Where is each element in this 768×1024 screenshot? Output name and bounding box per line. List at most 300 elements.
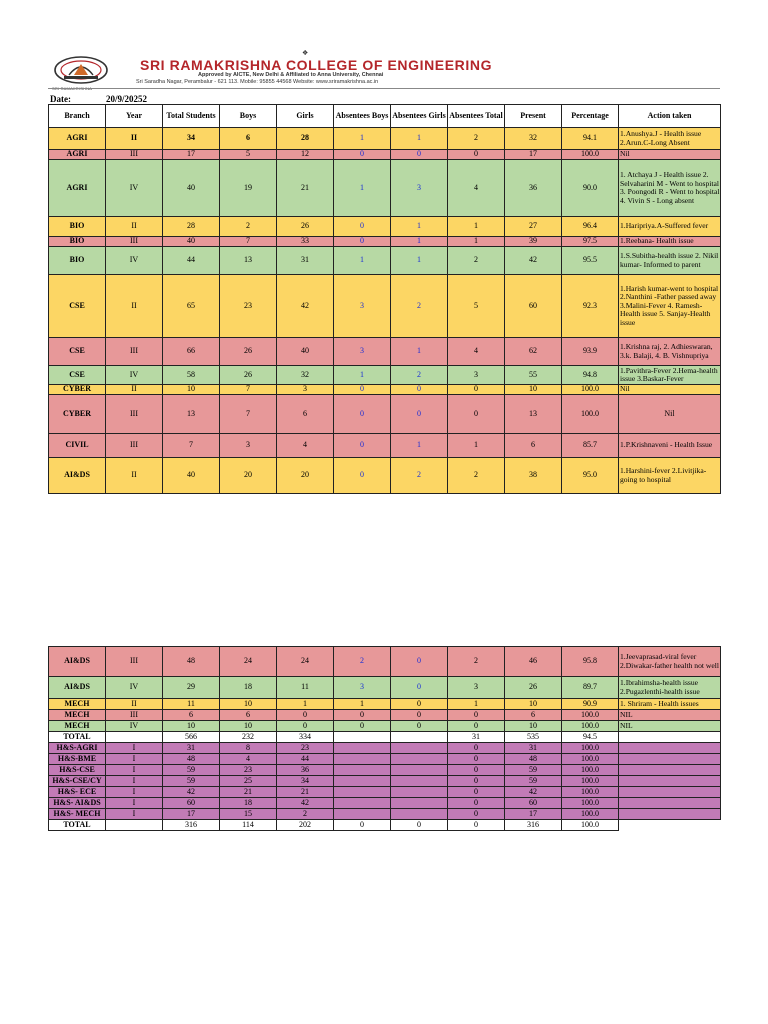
table-row: [49, 237, 721, 247]
absentees-total-cell: 0: [448, 809, 505, 820]
present-cell: 32: [505, 128, 562, 150]
table-row: [49, 776, 721, 787]
total-students-cell: 34: [163, 128, 220, 150]
boys-cell: 19: [220, 160, 277, 217]
col-header: Branch: [49, 105, 106, 128]
total-students-cell: 58: [163, 366, 220, 385]
action-taken-cell: 1.P.Krishnaveni - Health Issue: [619, 434, 721, 458]
present-cell: 48: [505, 754, 562, 765]
absentees-boys-cell: [334, 809, 391, 820]
absentees-girls-cell: 1: [391, 247, 448, 275]
action-taken-cell: [619, 820, 721, 831]
absentees-total-cell: 0: [448, 743, 505, 754]
table-body: [49, 128, 721, 494]
branch-cell: H&S- AI&DS: [49, 798, 106, 809]
total-students-cell: 17: [163, 150, 220, 160]
total-students-cell: 10: [163, 385, 220, 395]
action-taken-cell: [619, 754, 721, 765]
branch-cell: CSE: [49, 275, 106, 338]
boys-cell: 114: [220, 820, 277, 831]
table-row: [49, 385, 721, 395]
absentees-total-cell: 2: [448, 458, 505, 494]
year-cell: III: [106, 647, 163, 677]
boys-cell: 25: [220, 776, 277, 787]
action-taken-cell: [619, 787, 721, 798]
table-row: [49, 366, 721, 385]
absentees-girls-cell: [391, 754, 448, 765]
present-cell: 13: [505, 395, 562, 434]
action-taken-cell: [619, 765, 721, 776]
percentage-cell: 93.9: [562, 338, 619, 366]
year-cell: [106, 820, 163, 831]
branch-cell: BIO: [49, 217, 106, 237]
action-taken-cell: 1.Reebana- Health issue: [619, 237, 721, 247]
boys-cell: 23: [220, 275, 277, 338]
table-row: [49, 395, 721, 434]
college-header: [48, 48, 720, 94]
absentees-boys-cell: [334, 776, 391, 787]
branch-cell: AGRI: [49, 160, 106, 217]
action-taken-cell: 1.Ibrahimsha-health issue 2.Pugazlenthi-health issue: [619, 677, 721, 699]
table-row: [49, 820, 721, 831]
girls-cell: 34: [277, 776, 334, 787]
absentees-boys-cell: 1: [334, 699, 391, 710]
boys-cell: 26: [220, 338, 277, 366]
absentees-boys-cell: [334, 765, 391, 776]
branch-cell: AI&DS: [49, 647, 106, 677]
girls-cell: 44: [277, 754, 334, 765]
absentees-boys-cell: 1: [334, 366, 391, 385]
girls-cell: 2: [277, 809, 334, 820]
present-cell: 6: [505, 434, 562, 458]
absentees-girls-cell: 0: [391, 820, 448, 831]
action-taken-cell: NIL: [619, 710, 721, 721]
absentees-boys-cell: 0: [334, 237, 391, 247]
absentees-total-cell: 0: [448, 395, 505, 434]
girls-cell: 28: [277, 128, 334, 150]
absentees-girls-cell: [391, 787, 448, 798]
percentage-cell: 100.0: [562, 385, 619, 395]
branch-cell: BIO: [49, 237, 106, 247]
absentees-total-cell: 1: [448, 699, 505, 710]
table-body-2: [49, 647, 721, 831]
girls-cell: 26: [277, 217, 334, 237]
table-row: [49, 732, 721, 743]
branch-cell: H&S- ECE: [49, 787, 106, 798]
absentees-total-cell: 0: [448, 754, 505, 765]
year-cell: III: [106, 434, 163, 458]
total-students-cell: 65: [163, 275, 220, 338]
year-cell: II: [106, 217, 163, 237]
branch-cell: BIO: [49, 247, 106, 275]
year-cell: I: [106, 776, 163, 787]
girls-cell: 32: [277, 366, 334, 385]
branch-cell: CSE: [49, 338, 106, 366]
girls-cell: 12: [277, 150, 334, 160]
absentees-total-cell: 31: [448, 732, 505, 743]
year-cell: IV: [106, 677, 163, 699]
girls-cell: 42: [277, 275, 334, 338]
total-students-cell: 29: [163, 677, 220, 699]
branch-cell: AGRI: [49, 150, 106, 160]
absentees-total-cell: 0: [448, 787, 505, 798]
total-students-cell: 10: [163, 721, 220, 732]
absentees-total-cell: 0: [448, 710, 505, 721]
absentees-girls-cell: 0: [391, 385, 448, 395]
year-cell: II: [106, 458, 163, 494]
total-students-cell: 59: [163, 765, 220, 776]
absentees-total-cell: 2: [448, 128, 505, 150]
absentees-total-cell: 1: [448, 217, 505, 237]
absentees-total-cell: 0: [448, 765, 505, 776]
absentees-total-cell: 0: [448, 776, 505, 787]
percentage-cell: 100.0: [562, 710, 619, 721]
absentees-boys-cell: 3: [334, 275, 391, 338]
total-students-cell: 566: [163, 732, 220, 743]
present-cell: 59: [505, 776, 562, 787]
absentees-total-cell: 4: [448, 338, 505, 366]
girls-cell: 334: [277, 732, 334, 743]
table-row: [49, 247, 721, 275]
absentees-total-cell: 3: [448, 677, 505, 699]
boys-cell: 232: [220, 732, 277, 743]
girls-cell: 31: [277, 247, 334, 275]
year-cell: I: [106, 798, 163, 809]
absentees-girls-cell: 0: [391, 677, 448, 699]
table-row: [49, 765, 721, 776]
boys-cell: 24: [220, 647, 277, 677]
boys-cell: 20: [220, 458, 277, 494]
total-students-cell: 40: [163, 458, 220, 494]
present-cell: 31: [505, 743, 562, 754]
absentees-total-cell: 0: [448, 385, 505, 395]
year-cell: I: [106, 743, 163, 754]
girls-cell: 21: [277, 160, 334, 217]
percentage-cell: 94.5: [562, 732, 619, 743]
total-students-cell: 28: [163, 217, 220, 237]
girls-cell: 202: [277, 820, 334, 831]
table-row: [49, 434, 721, 458]
table-row: [49, 787, 721, 798]
action-taken-cell: [619, 776, 721, 787]
branch-cell: CIVIL: [49, 434, 106, 458]
total-students-cell: 66: [163, 338, 220, 366]
boys-cell: 21: [220, 787, 277, 798]
absentees-boys-cell: 0: [334, 434, 391, 458]
attendance-table: [48, 104, 721, 494]
col-header: Boys: [220, 105, 277, 128]
total-students-cell: 48: [163, 754, 220, 765]
absentees-total-cell: 1: [448, 237, 505, 247]
absentees-boys-cell: 0: [334, 820, 391, 831]
year-cell: III: [106, 338, 163, 366]
total-students-cell: 31: [163, 743, 220, 754]
present-cell: 60: [505, 275, 562, 338]
action-taken-cell: [619, 732, 721, 743]
absentees-girls-cell: 0: [391, 395, 448, 434]
present-cell: 42: [505, 787, 562, 798]
year-cell: I: [106, 787, 163, 798]
percentage-cell: 100.0: [562, 809, 619, 820]
absentees-boys-cell: [334, 743, 391, 754]
absentees-total-cell: 0: [448, 150, 505, 160]
boys-cell: 6: [220, 710, 277, 721]
table-header-row: [49, 105, 721, 128]
year-cell: III: [106, 710, 163, 721]
absentees-total-cell: 5: [448, 275, 505, 338]
date-label: Date:: [50, 94, 71, 104]
branch-cell: H&S- MECH: [49, 809, 106, 820]
boys-cell: 7: [220, 237, 277, 247]
absentees-girls-cell: 1: [391, 217, 448, 237]
branch-cell: TOTAL: [49, 732, 106, 743]
year-cell: I: [106, 765, 163, 776]
table-row: [49, 754, 721, 765]
present-cell: 38: [505, 458, 562, 494]
absentees-girls-cell: [391, 798, 448, 809]
girls-cell: 6: [277, 395, 334, 434]
present-cell: 17: [505, 809, 562, 820]
total-students-cell: 59: [163, 776, 220, 787]
absentees-girls-cell: 0: [391, 710, 448, 721]
absentees-girls-cell: 0: [391, 150, 448, 160]
header-rule: [48, 88, 720, 89]
total-students-cell: 42: [163, 787, 220, 798]
col-header: Girls: [277, 105, 334, 128]
absentees-girls-cell: 0: [391, 699, 448, 710]
action-taken-cell: 1. Atchaya J - Health issue 2. Selvaharini M - Went to hospital 3. Poongodi R - Went to hospital 4. Vivin S - Long absent: [619, 160, 721, 217]
absentees-girls-cell: [391, 776, 448, 787]
absentees-girls-cell: 2: [391, 275, 448, 338]
action-taken-cell: 1.Harshini-fever 2.Livitjika-going to hospital: [619, 458, 721, 494]
col-header: Absentees Girls: [391, 105, 448, 128]
girls-cell: 36: [277, 765, 334, 776]
absentees-boys-cell: 1: [334, 128, 391, 150]
col-header: Action taken: [619, 105, 721, 128]
absentees-total-cell: 2: [448, 247, 505, 275]
table-row: [49, 721, 721, 732]
total-students-cell: 40: [163, 237, 220, 247]
girls-cell: 33: [277, 237, 334, 247]
boys-cell: 5: [220, 150, 277, 160]
absentees-boys-cell: [334, 798, 391, 809]
girls-cell: 1: [277, 699, 334, 710]
total-students-cell: 60: [163, 798, 220, 809]
table-row: [49, 699, 721, 710]
present-cell: 39: [505, 237, 562, 247]
present-cell: 59: [505, 765, 562, 776]
table-row: [49, 458, 721, 494]
action-taken-cell: [619, 743, 721, 754]
absentees-total-cell: 3: [448, 366, 505, 385]
absentees-girls-cell: 2: [391, 458, 448, 494]
boys-cell: 10: [220, 721, 277, 732]
absentees-boys-cell: [334, 754, 391, 765]
absentees-girls-cell: [391, 743, 448, 754]
year-cell: II: [106, 275, 163, 338]
table-row: [49, 338, 721, 366]
boys-cell: 7: [220, 395, 277, 434]
table-row: [49, 150, 721, 160]
table-row: [49, 128, 721, 150]
action-taken-cell: 1.Krishna raj, 2. Adhieswaran, 3.k. Balaji, 4. B. Vishnupriya: [619, 338, 721, 366]
percentage-cell: 100.0: [562, 721, 619, 732]
table-row: [49, 677, 721, 699]
present-cell: 42: [505, 247, 562, 275]
action-taken-cell: Nil: [619, 395, 721, 434]
absentees-boys-cell: 3: [334, 338, 391, 366]
branch-cell: AI&DS: [49, 677, 106, 699]
year-cell: II: [106, 385, 163, 395]
absentees-total-cell: 2: [448, 647, 505, 677]
percentage-cell: 95.8: [562, 647, 619, 677]
absentees-boys-cell: 0: [334, 150, 391, 160]
date-line: [48, 94, 720, 104]
branch-cell: H&S-CSE: [49, 765, 106, 776]
table-row: [49, 710, 721, 721]
percentage-cell: 100.0: [562, 150, 619, 160]
branch-cell: H&S-BME: [49, 754, 106, 765]
percentage-cell: 95.0: [562, 458, 619, 494]
absentees-boys-cell: 0: [334, 385, 391, 395]
present-cell: 46: [505, 647, 562, 677]
percentage-cell: 94.1: [562, 128, 619, 150]
college-name: SRI RAMAKRISHNA COLLEGE OF ENGINEERING: [140, 57, 493, 73]
present-cell: 27: [505, 217, 562, 237]
branch-cell: CYBER: [49, 385, 106, 395]
col-header: Total Students: [163, 105, 220, 128]
absentees-boys-cell: [334, 787, 391, 798]
percentage-cell: 100.0: [562, 395, 619, 434]
year-cell: III: [106, 150, 163, 160]
action-taken-cell: [619, 809, 721, 820]
absentees-total-cell: 0: [448, 798, 505, 809]
year-cell: I: [106, 754, 163, 765]
girls-cell: 42: [277, 798, 334, 809]
absentees-girls-cell: 2: [391, 366, 448, 385]
percentage-cell: 90.0: [562, 160, 619, 217]
boys-cell: 18: [220, 798, 277, 809]
branch-cell: AI&DS: [49, 458, 106, 494]
percentage-cell: 95.5: [562, 247, 619, 275]
absentees-girls-cell: 1: [391, 128, 448, 150]
boys-cell: 4: [220, 754, 277, 765]
action-taken-cell: NIL: [619, 721, 721, 732]
percentage-cell: 85.7: [562, 434, 619, 458]
col-header: Percentage: [562, 105, 619, 128]
table-row: [49, 809, 721, 820]
table-row: [49, 798, 721, 809]
action-taken-cell: Nil: [619, 385, 721, 395]
action-taken-cell: 1.Haripriya.A-Suffered fever: [619, 217, 721, 237]
absentees-girls-cell: [391, 732, 448, 743]
absentees-boys-cell: 3: [334, 677, 391, 699]
total-students-cell: 7: [163, 434, 220, 458]
year-cell: IV: [106, 721, 163, 732]
year-cell: III: [106, 395, 163, 434]
branch-cell: TOTAL: [49, 820, 106, 831]
absentees-boys-cell: 0: [334, 395, 391, 434]
year-cell: II: [106, 699, 163, 710]
action-taken-cell: 1.Anushya.J - Health issue 2.Arun.C-Long Absent: [619, 128, 721, 150]
date-value: 20/9/20252: [106, 94, 148, 104]
branch-cell: H&S-AGRI: [49, 743, 106, 754]
table-row: [49, 217, 721, 237]
year-cell: IV: [106, 247, 163, 275]
total-students-cell: 6: [163, 710, 220, 721]
present-cell: 10: [505, 699, 562, 710]
boys-cell: 15: [220, 809, 277, 820]
boys-cell: 18: [220, 677, 277, 699]
girls-cell: 0: [277, 710, 334, 721]
percentage-cell: 97.5: [562, 237, 619, 247]
total-students-cell: 11: [163, 699, 220, 710]
year-cell: [106, 732, 163, 743]
percentage-cell: 94.8: [562, 366, 619, 385]
table-row: [49, 647, 721, 677]
absentees-boys-cell: 0: [334, 458, 391, 494]
action-taken-cell: 1.S.Subitha-health issue 2. Nikil kumar- Informed to parent: [619, 247, 721, 275]
branch-cell: MECH: [49, 710, 106, 721]
percentage-cell: 100.0: [562, 787, 619, 798]
boys-cell: 3: [220, 434, 277, 458]
percentage-cell: 100.0: [562, 743, 619, 754]
present-cell: 17: [505, 150, 562, 160]
present-cell: 26: [505, 677, 562, 699]
percentage-cell: 89.7: [562, 677, 619, 699]
girls-cell: 40: [277, 338, 334, 366]
boys-cell: 8: [220, 743, 277, 754]
year-cell: II: [106, 128, 163, 150]
absentees-girls-cell: 0: [391, 721, 448, 732]
percentage-cell: 100.0: [562, 798, 619, 809]
emblem-icon: ❖: [302, 49, 309, 57]
present-cell: 6: [505, 710, 562, 721]
absentees-girls-cell: 3: [391, 160, 448, 217]
branch-cell: AGRI: [49, 128, 106, 150]
year-cell: IV: [106, 366, 163, 385]
absentees-girls-cell: 1: [391, 237, 448, 247]
absentees-total-cell: 1: [448, 434, 505, 458]
absentees-boys-cell: 0: [334, 217, 391, 237]
absentees-girls-cell: 0: [391, 647, 448, 677]
absentees-girls-cell: 1: [391, 434, 448, 458]
girls-cell: 4: [277, 434, 334, 458]
absentees-girls-cell: [391, 765, 448, 776]
girls-cell: 3: [277, 385, 334, 395]
action-taken-cell: 1.Harish kumar-went to hospital 2.Nanthini -Father passed away 3.Malini-Fever 4. Ramesh-Health issue 5. Sanjay-Health issue: [619, 275, 721, 338]
girls-cell: 24: [277, 647, 334, 677]
logo-caption: SRI RAMAKRISHNA: [52, 86, 93, 91]
address-line: Sri Saradha Nagar, Perambalur - 621 113. Mobile: 95855 44568 Website: www.sriramakrishna.ac.in: [136, 79, 379, 85]
present-cell: 55: [505, 366, 562, 385]
year-cell: III: [106, 237, 163, 247]
total-students-cell: 44: [163, 247, 220, 275]
total-students-cell: 13: [163, 395, 220, 434]
total-students-cell: 316: [163, 820, 220, 831]
percentage-cell: 100.0: [562, 754, 619, 765]
action-taken-cell: 1.Jeevaprasad-viral fever 2.Diwakar-father health not well: [619, 647, 721, 677]
boys-cell: 23: [220, 765, 277, 776]
girls-cell: 21: [277, 787, 334, 798]
table-row: [49, 275, 721, 338]
boys-cell: 2: [220, 217, 277, 237]
girls-cell: 11: [277, 677, 334, 699]
boys-cell: 7: [220, 385, 277, 395]
absentees-boys-cell: 1: [334, 247, 391, 275]
action-taken-cell: Nil: [619, 150, 721, 160]
percentage-cell: 96.4: [562, 217, 619, 237]
